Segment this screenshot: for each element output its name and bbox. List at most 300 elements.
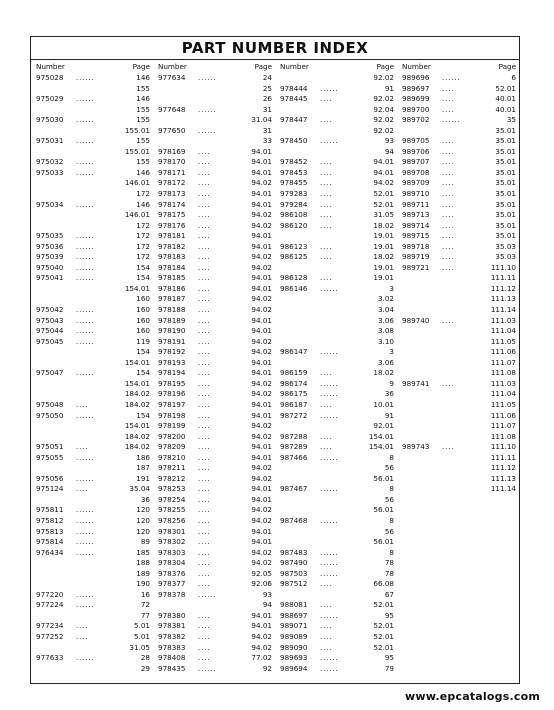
index-entry bbox=[153, 284, 275, 295]
part-number: 989090 bbox=[280, 642, 308, 652]
part-number: 978175 bbox=[158, 210, 186, 220]
part-number: 978408 bbox=[158, 653, 186, 663]
part-number: 979283 bbox=[280, 189, 308, 199]
page-reference: 31.04 bbox=[251, 115, 272, 125]
page-reference: 31.05 bbox=[373, 210, 394, 220]
leader-dots: .... bbox=[198, 505, 211, 515]
part-number: 978197 bbox=[158, 399, 186, 409]
index-entry bbox=[31, 368, 153, 379]
leader-dots: .... bbox=[442, 104, 455, 114]
part-number: 978376 bbox=[158, 568, 186, 578]
leader-dots: .... bbox=[320, 442, 333, 452]
page-reference: 184.02 bbox=[124, 389, 150, 399]
index-entry bbox=[153, 527, 275, 538]
page-reference: 26 bbox=[262, 94, 272, 104]
page-reference: 40.01 bbox=[495, 94, 516, 104]
index-entry bbox=[397, 305, 519, 316]
leader-dots: .... bbox=[198, 315, 211, 325]
leader-dots: ...... bbox=[76, 526, 95, 536]
part-number: 978171 bbox=[158, 167, 186, 177]
page-reference: 172 bbox=[136, 252, 150, 262]
index-entry bbox=[275, 516, 397, 527]
leader-dots: ...... bbox=[198, 73, 217, 82]
index-entry bbox=[153, 611, 275, 622]
page-reference: 35.01 bbox=[495, 189, 516, 199]
page-reference: 94.01 bbox=[251, 146, 272, 156]
page-reference: 94.01 bbox=[251, 199, 272, 209]
page-reference: 9 bbox=[389, 378, 394, 388]
part-number: 978172 bbox=[158, 178, 186, 188]
index-entry bbox=[31, 242, 153, 253]
index-entry bbox=[275, 368, 397, 379]
part-number: 987467 bbox=[280, 484, 308, 494]
page-reference: 155 bbox=[136, 104, 150, 114]
index-entry bbox=[153, 484, 275, 495]
leader-dots: ...... bbox=[320, 283, 339, 293]
part-number: 977634 bbox=[158, 73, 186, 82]
part-number: 989743 bbox=[402, 442, 430, 452]
leader-dots: ...... bbox=[76, 505, 95, 515]
page-reference: 52.01 bbox=[373, 621, 394, 631]
index-entry bbox=[153, 337, 275, 348]
index-entry bbox=[275, 579, 397, 590]
page-reference: 8 bbox=[389, 515, 394, 525]
leader-dots: .... bbox=[320, 631, 333, 641]
index-entry bbox=[275, 168, 397, 179]
index-entry bbox=[397, 136, 519, 147]
page-reference: 56.01 bbox=[373, 473, 394, 483]
page-reference: 94.02 bbox=[251, 463, 272, 473]
part-number: 977633 bbox=[36, 653, 64, 663]
part-number: 978377 bbox=[158, 579, 186, 589]
part-number: 975028 bbox=[36, 73, 64, 82]
index-entry bbox=[397, 400, 519, 411]
part-number: 987483 bbox=[280, 547, 308, 557]
part-number: 975051 bbox=[36, 442, 64, 452]
leader-dots: ...... bbox=[76, 73, 95, 82]
index-entry bbox=[31, 579, 153, 590]
part-number: 978381 bbox=[158, 621, 186, 631]
leader-dots: .... bbox=[198, 526, 211, 536]
leader-dots: .... bbox=[320, 642, 333, 652]
part-number: 986187 bbox=[280, 399, 308, 409]
index-entry bbox=[31, 548, 153, 559]
index-entry bbox=[397, 73, 519, 84]
part-number: 977224 bbox=[36, 600, 64, 610]
leader-dots: .... bbox=[320, 241, 333, 251]
page-reference: 18.02 bbox=[373, 220, 394, 230]
part-number: 989714 bbox=[402, 220, 430, 230]
index-entry bbox=[275, 337, 397, 348]
leader-dots: .... bbox=[442, 315, 455, 325]
leader-dots: ...... bbox=[320, 547, 339, 557]
leader-dots: ...... bbox=[320, 347, 339, 357]
leader-dots: .... bbox=[198, 558, 211, 568]
page-reference: 185 bbox=[136, 547, 150, 557]
index-entry bbox=[275, 252, 397, 263]
page-reference: 94.01 bbox=[373, 167, 394, 177]
page-reference: 94.01 bbox=[251, 357, 272, 367]
page-reference: 111.11 bbox=[490, 452, 516, 462]
index-entry bbox=[153, 558, 275, 569]
page-reference: 19.01 bbox=[373, 262, 394, 272]
index-entry bbox=[275, 347, 397, 358]
leader-dots: .... bbox=[198, 515, 211, 525]
part-number: 987288 bbox=[280, 431, 308, 441]
page-reference: 111.03 bbox=[490, 378, 516, 388]
part-number: 988697 bbox=[280, 610, 308, 620]
index-column-4 bbox=[397, 62, 519, 495]
part-number: 977648 bbox=[158, 104, 186, 114]
index-entry bbox=[31, 527, 153, 538]
index-entry bbox=[153, 643, 275, 654]
page-reference: 94.02 bbox=[251, 473, 272, 483]
leader-dots: .... bbox=[320, 600, 333, 610]
page-reference: 172 bbox=[136, 189, 150, 199]
part-number: 977252 bbox=[36, 631, 64, 641]
leader-dots: .... bbox=[198, 431, 211, 441]
part-number: 978212 bbox=[158, 473, 186, 483]
index-entry bbox=[275, 242, 397, 253]
page-reference: 111.05 bbox=[490, 399, 516, 409]
page-reference: 94.01 bbox=[251, 241, 272, 251]
page-reference: 3.08 bbox=[377, 326, 394, 336]
page-reference: 92.02 bbox=[373, 125, 394, 135]
part-number: 987289 bbox=[280, 442, 308, 452]
index-entry bbox=[275, 126, 397, 137]
page-reference: 160 bbox=[136, 305, 150, 315]
page-reference: 154.01 bbox=[368, 442, 394, 452]
index-entry bbox=[275, 284, 397, 295]
page-reference: 92.02 bbox=[373, 115, 394, 125]
page-header: Page bbox=[132, 62, 150, 71]
page-reference: 94.02 bbox=[251, 178, 272, 188]
leader-dots: .... bbox=[198, 262, 211, 272]
part-number: 975811 bbox=[36, 505, 64, 515]
page-reference: 188 bbox=[136, 558, 150, 568]
leader-dots: .... bbox=[76, 621, 89, 631]
leader-dots: .... bbox=[198, 484, 211, 494]
index-entry bbox=[31, 105, 153, 116]
part-number: 978188 bbox=[158, 305, 186, 315]
page-reference: 94.02 bbox=[251, 558, 272, 568]
part-number: 978200 bbox=[158, 431, 186, 441]
page-reference: 18.02 bbox=[373, 368, 394, 378]
page-reference: 24 bbox=[262, 73, 272, 82]
part-number: 976434 bbox=[36, 547, 64, 557]
leader-dots: .... bbox=[198, 283, 211, 293]
index-entry bbox=[153, 463, 275, 474]
index-entry bbox=[153, 316, 275, 327]
leader-dots: .... bbox=[198, 399, 211, 409]
part-number: 989707 bbox=[402, 157, 430, 167]
part-number: 975045 bbox=[36, 336, 64, 346]
page-reference: 189 bbox=[136, 568, 150, 578]
page-reference: 56 bbox=[384, 526, 394, 536]
index-entry bbox=[153, 294, 275, 305]
index-entry bbox=[275, 664, 397, 675]
part-number: 978181 bbox=[158, 231, 186, 241]
page-header: Page bbox=[376, 62, 394, 71]
page-reference: 79 bbox=[384, 663, 394, 673]
index-entry bbox=[153, 200, 275, 211]
index-entry bbox=[153, 474, 275, 485]
part-number: 978209 bbox=[158, 442, 186, 452]
page-reference: 8 bbox=[389, 452, 394, 462]
part-number: 986125 bbox=[280, 252, 308, 262]
part-number: 978187 bbox=[158, 294, 186, 304]
leader-dots: .... bbox=[320, 273, 333, 283]
number-header: Number bbox=[158, 62, 187, 71]
index-entry bbox=[153, 210, 275, 221]
leader-dots: ...... bbox=[76, 452, 95, 462]
part-number: 978182 bbox=[158, 241, 186, 251]
leader-dots: ...... bbox=[76, 653, 95, 663]
leader-dots: .... bbox=[198, 178, 211, 188]
page-reference: 3 bbox=[389, 283, 394, 293]
page-reference: 94.02 bbox=[251, 431, 272, 441]
leader-dots: ...... bbox=[320, 83, 339, 93]
index-entry bbox=[275, 73, 397, 84]
part-number: 989715 bbox=[402, 231, 430, 241]
page-reference: 94.01 bbox=[251, 410, 272, 420]
page-title: PART NUMBER INDEX bbox=[181, 39, 369, 57]
index-entry bbox=[275, 147, 397, 158]
index-entry bbox=[153, 178, 275, 189]
leader-dots: .... bbox=[442, 442, 455, 452]
leader-dots: .... bbox=[442, 83, 455, 93]
part-number: 975029 bbox=[36, 94, 64, 104]
leader-dots: ...... bbox=[76, 199, 95, 209]
part-number: 977234 bbox=[36, 621, 64, 631]
leader-dots: .... bbox=[198, 167, 211, 177]
index-entry bbox=[275, 632, 397, 643]
leader-dots: ...... bbox=[198, 589, 217, 599]
page-reference: 94 bbox=[262, 600, 272, 610]
leader-dots: ...... bbox=[320, 663, 339, 673]
page-reference: 154.01 bbox=[124, 357, 150, 367]
page-reference: 6 bbox=[511, 73, 516, 82]
index-entry bbox=[31, 537, 153, 548]
index-entry bbox=[153, 548, 275, 559]
part-number: 987272 bbox=[280, 410, 308, 420]
leader-dots: .... bbox=[442, 210, 455, 220]
page-reference: 146 bbox=[136, 94, 150, 104]
index-entry bbox=[31, 73, 153, 84]
part-number: 987466 bbox=[280, 452, 308, 462]
page-reference: 191 bbox=[136, 473, 150, 483]
index-entry bbox=[275, 210, 397, 221]
part-number: 975055 bbox=[36, 452, 64, 462]
page-reference: 94.01 bbox=[251, 315, 272, 325]
part-number: 978186 bbox=[158, 283, 186, 293]
part-number: 978445 bbox=[280, 94, 308, 104]
page-reference: 146 bbox=[136, 199, 150, 209]
page-reference: 35.01 bbox=[495, 178, 516, 188]
page-reference: 146.01 bbox=[124, 178, 150, 188]
page-reference: 154.01 bbox=[124, 421, 150, 431]
index-entry bbox=[31, 305, 153, 316]
index-entry bbox=[397, 252, 519, 263]
page-reference: 29 bbox=[140, 663, 150, 673]
leader-dots: .... bbox=[198, 241, 211, 251]
page-reference: 56.01 bbox=[373, 505, 394, 515]
page-reference: 184.02 bbox=[124, 442, 150, 452]
page-reference: 186 bbox=[136, 452, 150, 462]
page-reference: 94.01 bbox=[251, 189, 272, 199]
page-reference: 94.01 bbox=[251, 452, 272, 462]
index-entry bbox=[31, 189, 153, 200]
leader-dots: .... bbox=[320, 368, 333, 378]
index-entry bbox=[31, 569, 153, 580]
page-reference: 94.02 bbox=[251, 210, 272, 220]
index-entry bbox=[275, 157, 397, 168]
page-reference: 56 bbox=[384, 463, 394, 473]
column-header bbox=[275, 62, 397, 73]
page-reference: 94.01 bbox=[251, 526, 272, 536]
part-number: 978199 bbox=[158, 421, 186, 431]
leader-dots: .... bbox=[76, 484, 89, 494]
index-column-1 bbox=[31, 62, 153, 674]
index-entry bbox=[275, 421, 397, 432]
leader-dots: ...... bbox=[76, 167, 95, 177]
leader-dots: ...... bbox=[76, 315, 95, 325]
index-entry bbox=[153, 273, 275, 284]
index-entry bbox=[397, 221, 519, 232]
index-entry bbox=[31, 484, 153, 495]
page-reference: 154 bbox=[136, 262, 150, 272]
page-reference: 154.01 bbox=[124, 283, 150, 293]
index-entry bbox=[153, 495, 275, 506]
page-reference: 94.02 bbox=[251, 220, 272, 230]
index-entry bbox=[31, 284, 153, 295]
leader-dots: .... bbox=[198, 252, 211, 262]
page-reference: 94.01 bbox=[251, 484, 272, 494]
page-reference: 72 bbox=[140, 600, 150, 610]
leader-dots: ...... bbox=[320, 568, 339, 578]
index-entry bbox=[397, 379, 519, 390]
page-reference: 111.04 bbox=[490, 326, 516, 336]
leader-dots: .... bbox=[198, 326, 211, 336]
leader-dots: .... bbox=[320, 220, 333, 230]
index-entry bbox=[31, 590, 153, 601]
index-entry bbox=[31, 263, 153, 274]
leader-dots: .... bbox=[198, 610, 211, 620]
page-reference: 10.01 bbox=[373, 399, 394, 409]
index-entry bbox=[153, 600, 275, 611]
part-number: 978256 bbox=[158, 515, 186, 525]
leader-dots: .... bbox=[198, 642, 211, 652]
index-entry bbox=[275, 442, 397, 453]
leader-dots: .... bbox=[198, 199, 211, 209]
page-reference: 66.08 bbox=[373, 579, 394, 589]
part-number: 977650 bbox=[158, 125, 186, 135]
page-reference: 8 bbox=[389, 484, 394, 494]
index-entry bbox=[397, 147, 519, 158]
index-entry bbox=[397, 105, 519, 116]
page-reference: 94.02 bbox=[251, 336, 272, 346]
part-number: 989071 bbox=[280, 621, 308, 631]
leader-dots: ...... bbox=[76, 262, 95, 272]
page-reference: 154 bbox=[136, 273, 150, 283]
number-header: Number bbox=[280, 62, 309, 71]
part-number: 975031 bbox=[36, 136, 64, 146]
part-number: 978173 bbox=[158, 189, 186, 199]
index-entry bbox=[275, 263, 397, 274]
index-rows bbox=[275, 73, 397, 674]
index-rows bbox=[31, 73, 153, 674]
part-number: 975124 bbox=[36, 484, 64, 494]
page-reference: 111.07 bbox=[490, 421, 516, 431]
part-number: 978198 bbox=[158, 410, 186, 420]
leader-dots: .... bbox=[198, 410, 211, 420]
part-number: 978447 bbox=[280, 115, 308, 125]
page-reference: 146.01 bbox=[124, 210, 150, 220]
index-entry bbox=[153, 115, 275, 126]
part-number: 989711 bbox=[402, 199, 430, 209]
leader-dots: ...... bbox=[76, 326, 95, 336]
index-entry bbox=[275, 221, 397, 232]
leader-dots: .... bbox=[320, 157, 333, 167]
index-entry bbox=[153, 252, 275, 263]
index-entry bbox=[31, 326, 153, 337]
leader-dots: .... bbox=[198, 537, 211, 547]
page-reference: 92.04 bbox=[373, 104, 394, 114]
page-reference: 111.04 bbox=[490, 389, 516, 399]
index-entry bbox=[153, 621, 275, 632]
part-number: 978189 bbox=[158, 315, 186, 325]
page-reference: 160 bbox=[136, 294, 150, 304]
index-entry bbox=[153, 263, 275, 274]
leader-dots: .... bbox=[198, 146, 211, 156]
page-reference: 31 bbox=[262, 125, 272, 135]
part-number: 978453 bbox=[280, 167, 308, 177]
leader-dots: ...... bbox=[76, 273, 95, 283]
leader-dots: .... bbox=[442, 220, 455, 230]
index-rows bbox=[397, 73, 519, 495]
page-reference: 3.02 bbox=[377, 294, 394, 304]
page-reference: 111.06 bbox=[490, 410, 516, 420]
page-reference: 94.02 bbox=[251, 547, 272, 557]
leader-dots: ...... bbox=[198, 104, 217, 114]
index-entry bbox=[275, 463, 397, 474]
leader-dots: ...... bbox=[76, 115, 95, 125]
page-reference: 16 bbox=[140, 589, 150, 599]
leader-dots: .... bbox=[198, 494, 211, 504]
part-number: 978211 bbox=[158, 463, 186, 473]
index-entry bbox=[275, 305, 397, 316]
page-reference: 94.02 bbox=[373, 178, 394, 188]
page-reference: 25 bbox=[262, 83, 272, 93]
page-reference: 19.01 bbox=[373, 231, 394, 241]
index-entry bbox=[153, 94, 275, 105]
page-reference: 120 bbox=[136, 515, 150, 525]
part-number: 989699 bbox=[402, 94, 430, 104]
part-number: 978170 bbox=[158, 157, 186, 167]
page-reference: 111.08 bbox=[490, 368, 516, 378]
page-reference: 78 bbox=[384, 558, 394, 568]
index-entry bbox=[275, 189, 397, 200]
leader-dots: ...... bbox=[76, 600, 95, 610]
index-entry bbox=[153, 326, 275, 337]
index-entry bbox=[397, 189, 519, 200]
index-frame bbox=[30, 36, 520, 684]
part-number: 975048 bbox=[36, 399, 64, 409]
index-entry bbox=[31, 453, 153, 464]
page-reference: 95 bbox=[384, 653, 394, 663]
part-number: 978253 bbox=[158, 484, 186, 494]
index-rows bbox=[153, 73, 275, 674]
